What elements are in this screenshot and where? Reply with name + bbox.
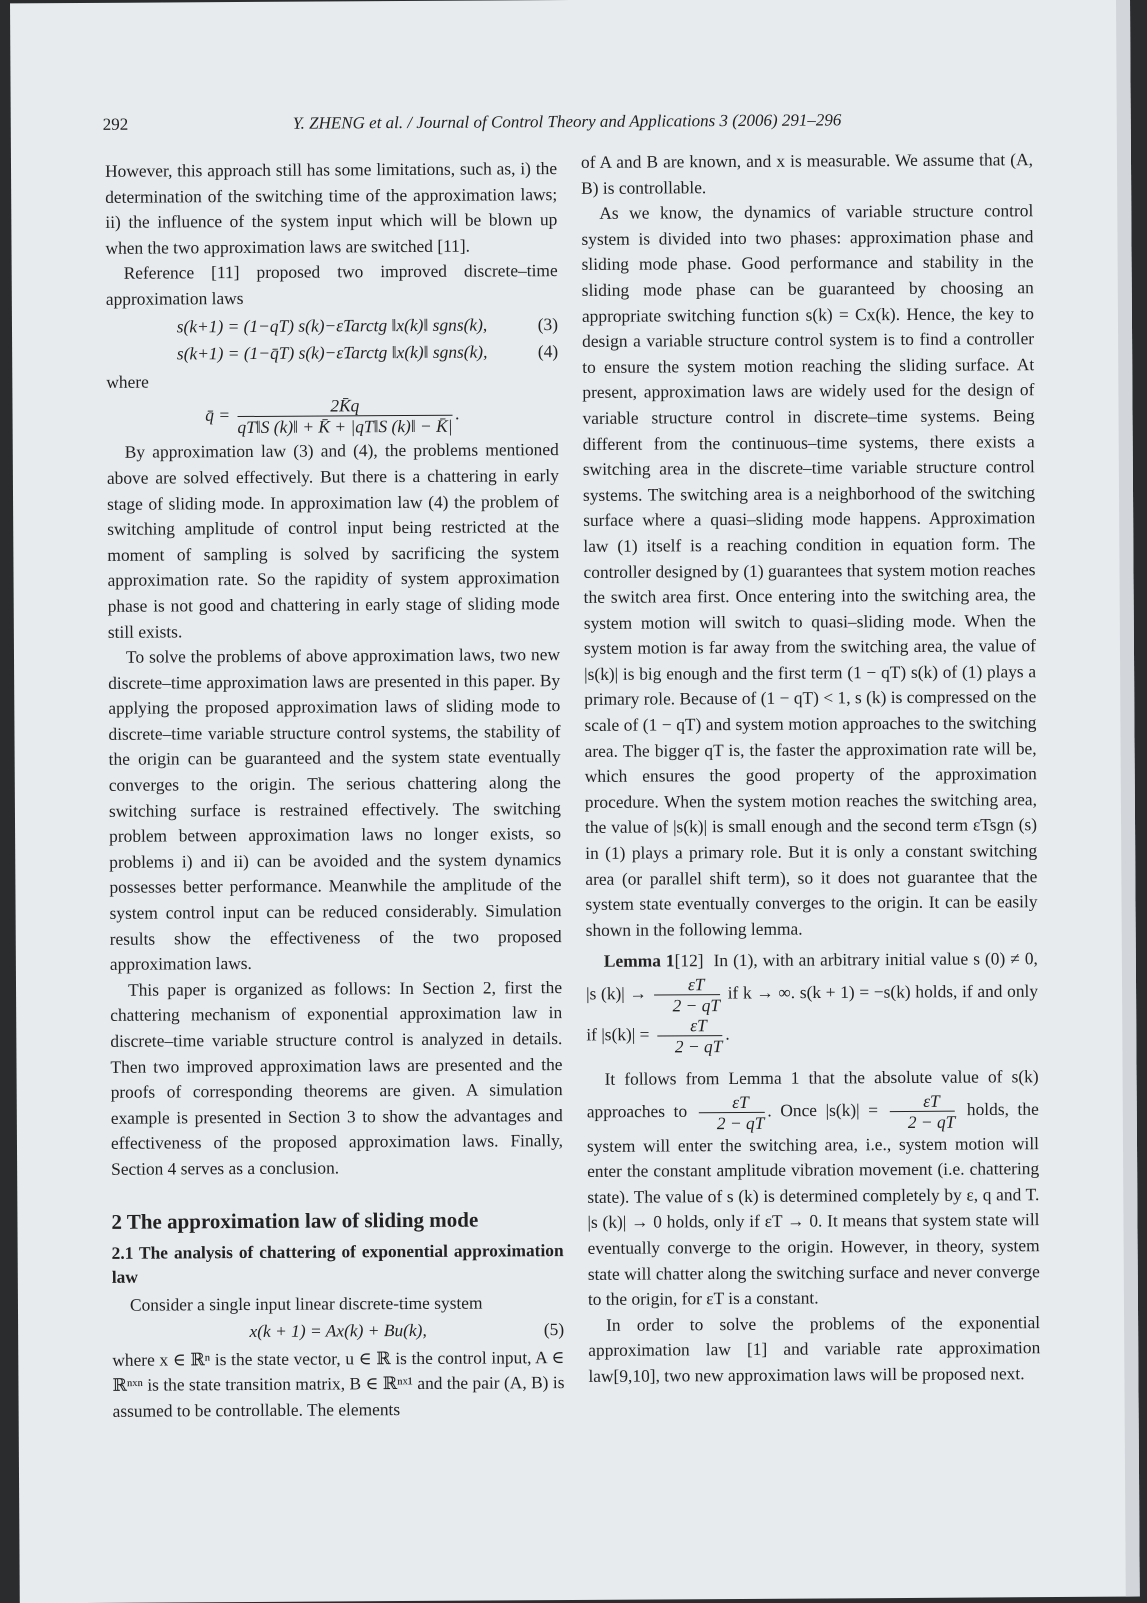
qbar-fraction: [237, 395, 452, 437]
qbar-end: .: [455, 403, 460, 424]
equation-4: [106, 339, 558, 367]
lemma-fraction: [657, 1015, 723, 1056]
page-number: 292: [102, 114, 129, 134]
fraction-numerator: εT: [654, 974, 720, 995]
paragraph: By approximation law (3) and (4), the problems mentioned above are solved effectively. But there is a chattering in early stage of sliding mode. In approximation law (4) the problem of switching amplitude of control input being restricted at the moment of sampling is solved by sacrificing the system approximation rate. So the rapidity of system approximation phase is not good and chattering in early stage of sliding mode still exists.: [106, 439, 560, 642]
lemma-text: In (1), with an arbitrary initial value s (0) ≠ 0, |s (k)| →: [586, 948, 1038, 1004]
text-run: holds, the system will enter the switching area, i.e., system motion will enter the constant amplitude vibration movement (i.e. chattering state). The value of s (k) is determined completely by ε, q and T. |s (k)| → 0 holds, only if εT → 0. It means that system state will eventually converge to the origin. However, in theory, system state will chatter along the switching surface and never converge to the origin, for εT is a constant.: [586, 1098, 1040, 1310]
equation-body: s(k+1) = (1−qT) s(k)−εTarctg ‖x(k)‖ sgns(k),: [176, 314, 488, 336]
lemma-label: Lemma 1: [603, 950, 675, 972]
paragraph: This paper is organized as follows: In Section 2, first the chattering mechanism of exponential approximation law in discrete–time variable structure control is analyzed in details. Then two improved approximation laws are presented and the proofs of corresponding theorems are given. A simulation example is presented in Section 3 to show the advantages and effectiveness of the proposed approximation laws. Finally, Section 4 serves as a conclusion.: [110, 976, 564, 1179]
text-run: It follows from Lemma 1 that the absolute value of s(k) approaches to: [586, 1066, 1039, 1122]
equation-qbar: [106, 394, 558, 438]
fraction-numerator: εT: [657, 1015, 723, 1036]
lemma-ref: [12]: [674, 950, 704, 971]
fraction-denominator: 2 − qT: [907, 1111, 956, 1132]
qbar-lhs: q̄ =: [205, 404, 231, 426]
right-column: [581, 147, 1041, 1389]
paragraph: To solve the problems of above approximation laws, two new discrete–time approximation laws are presented in this paper. By applying the proposed approximation laws of sliding mode to discrete–time variable structure control systems, the stability of the origin can be guaranteed and the system state eventually converges to the origin. The serious chattering along the switching surface is restrained effectively. The switching problem between approximation laws no longer exists, so problems i) and ii) can be avoided and the system dynamics possesses better performance. Meanwhile the amplitude of the system control input can be reduced considerably. Simulation results show the effectiveness of the two proposed approximation laws.: [108, 644, 562, 975]
inline-fraction: [890, 1090, 956, 1131]
fraction-denominator: 2 − qT: [672, 995, 721, 1016]
paragraph: where x ∈ ℝⁿ is the state vector, u ∈ ℝ is the control input, A ∈ ℝⁿˣⁿ is the state transition matrix, B ∈ ℝⁿˣ¹ and the pair (A, B) is assumed to be controllable. The elements: [112, 1346, 565, 1421]
lemma-text: if k → ∞. s(k + 1) = −s(k) holds, if and only if |s(k)| =: [586, 980, 1039, 1045]
left-column: [105, 156, 565, 1424]
paragraph: Reference [11] proposed two improved discrete–time approximation laws: [105, 260, 558, 309]
inline-fraction: [699, 1091, 765, 1132]
equation-number: (5): [543, 1319, 565, 1340]
equation-body: x(k + 1) = Ax(k) + Bu(k),: [249, 1320, 427, 1342]
running-title: Y. ZHENG et al. / Journal of Control Theory and Applications 3 (2006) 291–296: [292, 110, 842, 133]
fraction-denominator: qT‖S (k)‖ + K̄ + |qT‖S (k)‖ − K̄|: [237, 416, 453, 438]
paragraph: of A and B are known, and x is measurable. We assume that (A, B) is controllable.: [580, 149, 1034, 198]
equation-number: (4): [537, 341, 559, 362]
paragraph: Consider a single input linear discrete-time system: [129, 1292, 483, 1315]
fraction-numerator: εT: [699, 1091, 765, 1112]
equation-3: [106, 312, 558, 340]
fraction-numerator: εT: [890, 1090, 956, 1111]
equation-number: (3): [537, 313, 559, 334]
where-text: where: [106, 371, 149, 392]
paragraph: In order to solve the problems of the exponential approximation law [1] and variable rate approximation law[9,10], two new approximation laws will be proposed next.: [588, 1311, 1041, 1386]
paragraph: [587, 1064, 1040, 1313]
section-heading: 2 The approximation law of sliding mode: [111, 1207, 479, 1234]
lemma-end: .: [725, 1023, 730, 1044]
page-header: [103, 109, 1059, 139]
fraction-numerator: 2K̄q: [237, 395, 452, 417]
paragraph: However, this approach still has some limitations, such as, i) the determination of the switching time of the approximation laws; ii) the influence of the system input which will be blown up when the two approximation laws are switched [11].: [104, 158, 558, 258]
paper-page: [10, 0, 1140, 1603]
fraction-denominator: 2 − qT: [674, 1036, 723, 1057]
subsection-heading: 2.1 The analysis of chattering of exponential approximation law: [111, 1239, 564, 1287]
equation-5: [112, 1317, 564, 1345]
fraction-denominator: 2 − qT: [716, 1112, 765, 1133]
lemma-1: [586, 947, 1039, 1057]
paragraph: As we know, the dynamics of variable structure control system is divided into two phases: approximation phase and sliding mode phase. Good performance and stability in the sliding mode phase can be guaranteed by choosing an appropriate switching function s(k) = Cx(k). Hence, the key to design a variable structure control system is to find a controller to ensure the system motion reaching the sliding surface. At present, approximation laws are widely used for the design of variable structure control in discrete–time systems. Being different from the continuous–time systems, there exists a switching area in the discrete–time variable structure control systems. The switching area is a neighborhood of the switching surface where a quasi–sliding mode happens. Approximation law (1) itself is a reaching condition in equation form. The controller designed by (1) guarantees that system motion reaches the switch area first. Once entering into the switching area, the system motion will switch to quasi–sliding mode. When the system motion is far away from the switching area, the value of |s(k)| is big enough and the first term (1 − qT) s(k) of (1) plays a primary role. Because of (1 − qT) < 1, s (k) is compressed on the scale of (1 − qT) and system motion approaches to the switching area. The bigger qT is, the faster the approximation rate will be, which ensures the good property of the approximation procedure. When the system motion reaches the switching area, the value of |s(k)| is small enough and the second term εTsgn (s) in (1) plays a primary role. But it is only a constant switching area (or parallel shift term), so it does not guarantee that the system state eventually converges to the origin. It can be easily shown in the following lemma.: [581, 200, 1038, 940]
lemma-fraction: [654, 974, 720, 1015]
equation-body: s(k+1) = (1−q̄T) s(k)−εTarctg ‖x(k)‖ sgns(k),: [176, 341, 488, 364]
text-run: . Once |s(k)| =: [767, 1099, 879, 1120]
